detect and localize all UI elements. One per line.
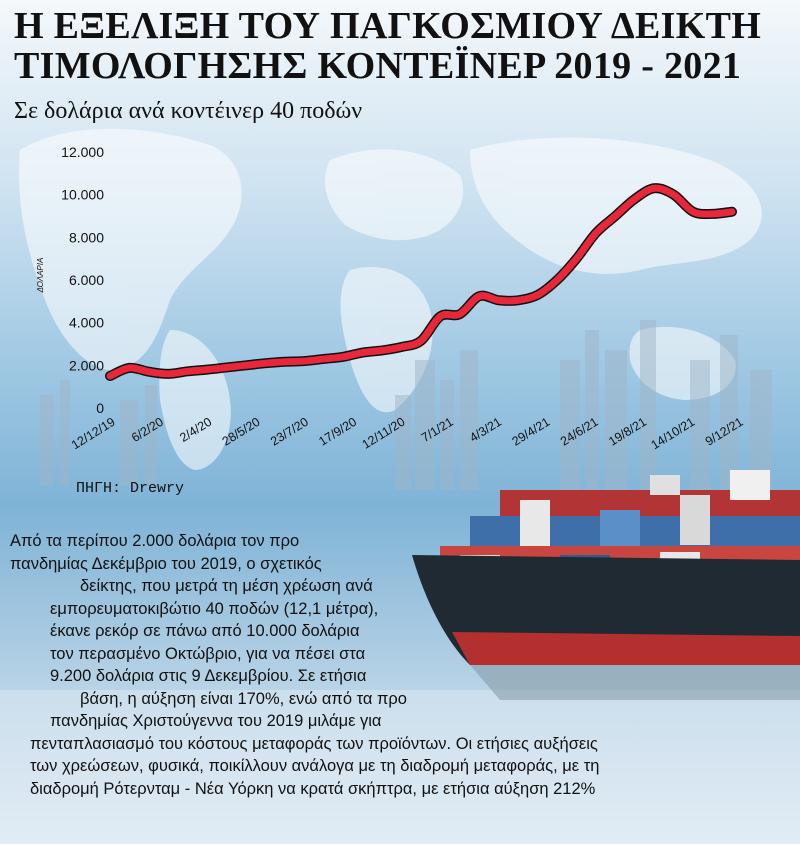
x-tick-label: 12/11/20 [359, 414, 408, 452]
body-line: 9.200 δολάρια στις 9 Δεκεμβρίου. Σε ετήσια [50, 667, 367, 685]
body-line: δείκτης, που μετρά τη μέση χρέωση ανά [80, 577, 373, 595]
series-line [110, 188, 732, 376]
body-line: πανδημίας Χριστούγεννα του 2019 μιλάμε για [50, 712, 382, 730]
y-tick-label: 6.000 [68, 272, 104, 288]
x-tick-label: 9/12/21 [702, 414, 746, 449]
body-line: τον περασμένο Οκτώβριο, για να πέσει στα [50, 644, 366, 663]
line-chart [0, 130, 800, 490]
body-line: εμπορευματοκιβώτιο 40 ποδών (12,1 μέτρα), [50, 599, 379, 618]
y-tick-label: 4.000 [68, 314, 104, 331]
series-layer [108, 186, 734, 378]
chart-title [14, 6, 761, 86]
x-tick-label: 12/12/19 [68, 414, 118, 453]
body-line: βάση, η αύξηση είναι 170%, ενώ από τα προ [80, 689, 407, 708]
y-tick-label: 0 [96, 400, 104, 416]
body-line: διαδρομή Ρότερνταμ - Νέα Υόρκη να κρατά σκήπτρα, με ετήσια αύξηση 212% [30, 779, 596, 798]
x-tick-label: 7/1/21 [418, 414, 456, 445]
x-tick-label: 4/3/21 [467, 414, 505, 445]
y-tick-label: 2.000 [68, 357, 104, 374]
y-tick-label: 8.000 [68, 229, 104, 246]
chart-title-line-2: ΤΙΜΟΛΟΓΗΣΗΣ ΚΟΝΤΕΪΝΕΡ 2019 - 2021 [14, 45, 742, 87]
series-line-outline [110, 188, 732, 376]
body-line: των χρεώσεων, φυσικά, ποικίλλουν ανάλογα με τη διαδρομή μεταφοράς, με τη [30, 757, 600, 775]
x-tick-label: 29/4/21 [509, 414, 553, 449]
y-tick-label: 12.000 [61, 144, 104, 160]
x-axis [69, 415, 746, 453]
x-tick-label: 6/2/20 [128, 414, 166, 445]
x-tick-label: 2/4/20 [177, 414, 215, 445]
x-tick-label: 14/10/21 [648, 414, 698, 453]
body-line: Από τα περίπου 2.000 δολάρια τον προ [10, 532, 300, 550]
y-axis-label: ΔΟΛΑΡΙΑ [36, 257, 45, 293]
x-tick-label: 17/9/20 [316, 414, 360, 449]
x-tick-label: 19/8/21 [606, 414, 649, 449]
body-line: πενταπλασιασμό του κόστους μεταφοράς των προϊόντων. Οι ετήσιες αυξήσεις [30, 734, 598, 753]
line-chart-svg [0, 130, 800, 490]
source-note: ΠΗΓΗ: Drewry [76, 480, 185, 497]
body-line: πανδημίας Δεκέμβριο του 2019, ο σχετικός [10, 554, 322, 573]
x-tick-label: 28/5/20 [219, 414, 263, 449]
x-tick-label: 24/6/21 [557, 414, 601, 449]
body-line: έκανε ρεκόρ σε πάνω από 10.000 δολάρια [50, 622, 360, 640]
y-axis [61, 144, 104, 416]
y-tick-label: 10.000 [61, 186, 104, 203]
x-tick-label: 23/7/20 [268, 414, 311, 449]
body-paragraph [10, 530, 800, 800]
chart-title-line-1: Η ΕΞΕΛΙΞΗ ΤΟΥ ΠΑΓΚΟΣΜΙΟΥ ΔΕΙΚΤΗ [14, 5, 762, 47]
chart-subtitle: Σε δολάρια ανά κοντέινερ 40 ποδών [14, 98, 363, 124]
